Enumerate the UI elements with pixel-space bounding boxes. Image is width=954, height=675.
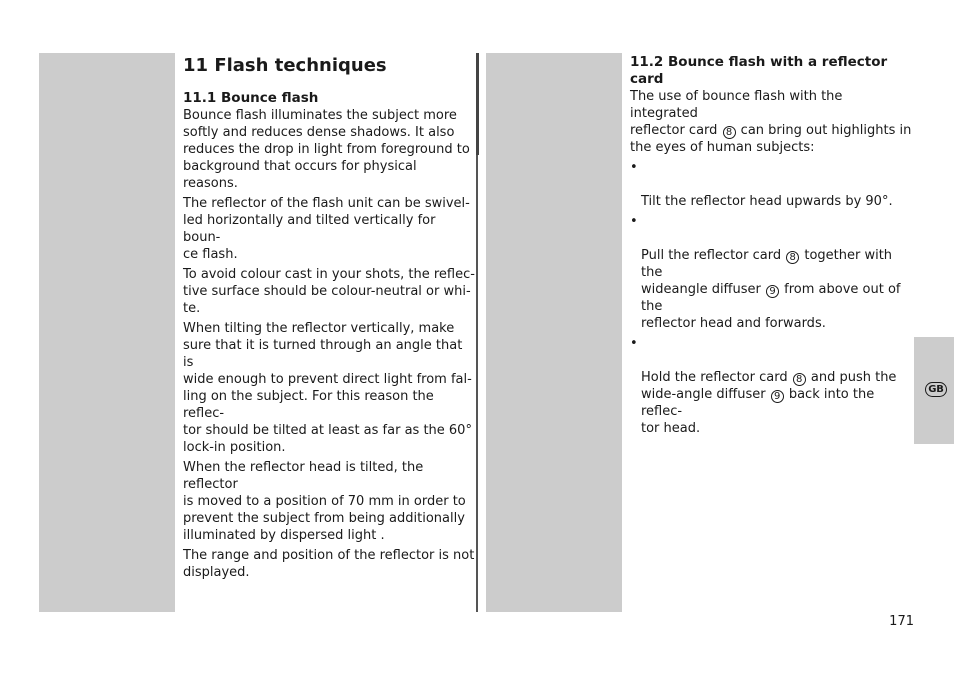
bullet-icon: • (630, 336, 638, 351)
intro-paragraph: The use of bounce flash with the integrated reflector card 8 can bring out highlights in the eyes of human subjects: (630, 89, 912, 155)
page-number: 171 (889, 614, 914, 629)
subsection-title-bounce-flash: 11.1 Bounce flash (183, 90, 319, 106)
reference-number-9: 9 (771, 390, 784, 403)
language-badge: GB (925, 382, 947, 397)
reference-number-9: 9 (766, 285, 779, 298)
bullet-icon: • (630, 160, 638, 175)
paragraph: Bounce flash illuminates the subject more softly and reduces dense shadows. It also reduces the drop in light from foreground to background that occurs for physical reasons. (183, 108, 470, 191)
paragraph: When the reflector head is tilted, the reflector is moved to a position of 70 mm in order to prevent the subject from being additionally illuminated by dispersed light . (183, 460, 466, 543)
left-column (183, 53, 475, 584)
subsection-title-reflector-card: 11.2 Bounce flash with a reflector card (630, 54, 888, 87)
list-item: • Tilt the reflector head upwards by 90°. (630, 160, 893, 209)
column-divider-accent (476, 53, 479, 155)
paragraph: To avoid colour cast in your shots, the reflec- tive surface should be colour-neutral or whi- te. (183, 267, 475, 316)
paragraph: When tilting the reflector vertically, make sure that it is turned through an angle that is wide enough to prevent direct light from fal- ling on the subject. For this reason the reflec- tor should be tilted at least as far as the 60° lock-in position. (183, 321, 472, 455)
bullet-icon: • (630, 214, 638, 229)
right-column (630, 53, 914, 440)
reference-number-8: 8 (786, 251, 799, 264)
left-margin-strip (39, 53, 175, 612)
paragraph: The range and position of the reflector is not displayed. (183, 548, 475, 580)
list-item: • Hold the reflector card 8 and push the wide-angle diffuser 9 back into the reflec- tor head. (630, 336, 897, 436)
middle-margin-strip (486, 53, 622, 612)
list-item: • Pull the reflector card 8 together with the wideangle diffuser 9 from above out of the reflector head and forwards. (630, 214, 901, 331)
paragraph: The reflector of the flash unit can be swivel- led horizontally and tilted vertically for boun- ce flash. (183, 196, 470, 262)
reference-number-8: 8 (793, 373, 806, 386)
section-title: 11 Flash techniques (183, 55, 387, 76)
reference-number-8: 8 (723, 126, 736, 139)
